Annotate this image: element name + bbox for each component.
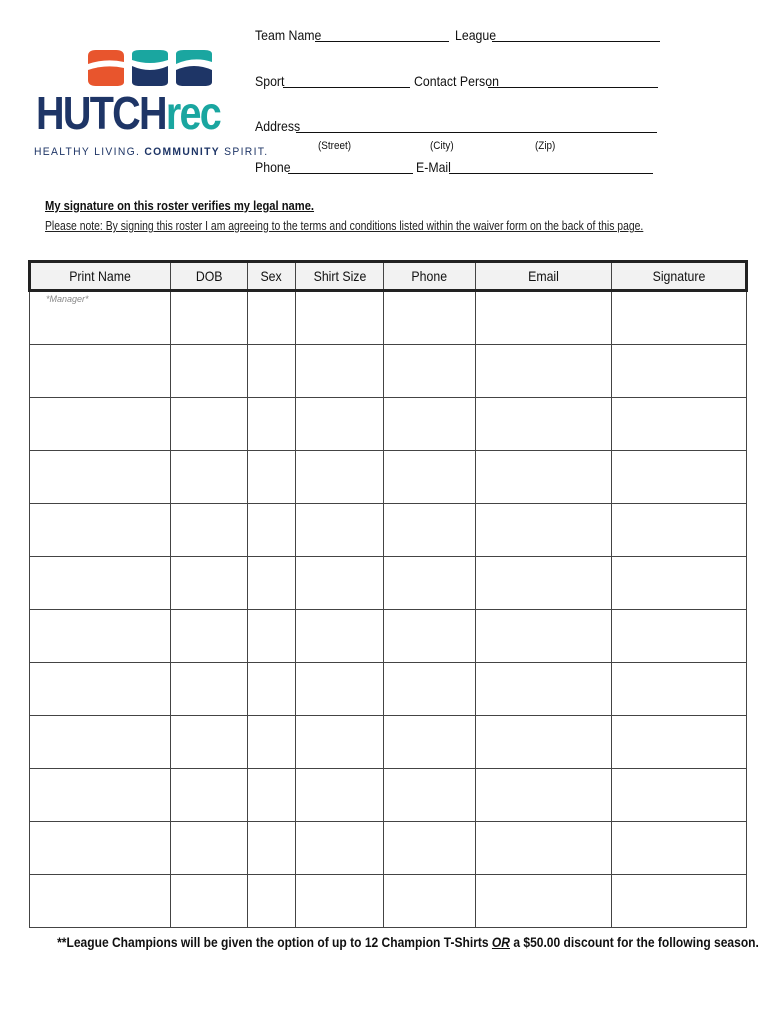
phone-field[interactable] xyxy=(288,173,413,174)
roster-cell[interactable] xyxy=(248,663,296,716)
roster-cell[interactable] xyxy=(171,345,248,398)
roster-cell[interactable] xyxy=(171,716,248,769)
hutchrec-logo xyxy=(34,48,269,166)
logo-wave-mark xyxy=(86,48,214,88)
roster-cell[interactable] xyxy=(30,398,171,451)
roster-cell[interactable] xyxy=(612,663,747,716)
col-email: Email xyxy=(476,262,612,291)
col-shirt-size: Shirt Size xyxy=(296,262,384,291)
sport-label: Sport xyxy=(255,73,285,89)
roster-cell[interactable] xyxy=(296,610,384,663)
roster-cell[interactable] xyxy=(476,875,612,928)
roster-cell[interactable] xyxy=(296,291,384,345)
table-row xyxy=(30,663,747,716)
roster-cell[interactable] xyxy=(384,875,476,928)
address-field[interactable] xyxy=(296,132,657,133)
col-print-name: Print Name xyxy=(30,262,171,291)
roster-cell[interactable] xyxy=(30,451,171,504)
contact-person-field[interactable] xyxy=(488,87,658,88)
roster-cell[interactable] xyxy=(248,716,296,769)
roster-header-row xyxy=(30,262,747,291)
roster-cell[interactable] xyxy=(384,822,476,875)
roster-cell[interactable] xyxy=(296,663,384,716)
roster-cell[interactable] xyxy=(248,769,296,822)
roster-cell[interactable] xyxy=(30,822,171,875)
roster-cell[interactable] xyxy=(248,504,296,557)
roster-cell[interactable] xyxy=(476,663,612,716)
roster-cell[interactable] xyxy=(612,769,747,822)
roster-cell[interactable] xyxy=(384,398,476,451)
col-sex: Sex xyxy=(248,262,296,291)
roster-cell[interactable] xyxy=(476,398,612,451)
roster-cell[interactable] xyxy=(384,291,476,345)
col-signature: Signature xyxy=(612,262,747,291)
roster-cell[interactable] xyxy=(30,769,171,822)
roster-cell[interactable] xyxy=(171,504,248,557)
zip-hint: (Zip) xyxy=(535,140,556,152)
roster-cell[interactable] xyxy=(296,875,384,928)
table-row xyxy=(30,557,747,610)
contact-person-label: Contact Person xyxy=(414,73,499,89)
table-row xyxy=(30,610,747,663)
roster-cell[interactable] xyxy=(248,557,296,610)
roster-cell[interactable] xyxy=(384,557,476,610)
roster-cell[interactable] xyxy=(171,610,248,663)
street-hint: (Street) xyxy=(318,140,352,152)
table-row xyxy=(30,504,747,557)
roster-cell[interactable] xyxy=(248,451,296,504)
roster-cell[interactable] xyxy=(476,769,612,822)
league-field[interactable] xyxy=(492,41,660,42)
col-phone: Phone xyxy=(384,262,476,291)
col-dob: DOB xyxy=(171,262,248,291)
roster-cell[interactable] xyxy=(30,557,171,610)
roster-cell[interactable] xyxy=(248,291,296,345)
roster-cell[interactable] xyxy=(384,716,476,769)
table-row xyxy=(30,822,747,875)
roster-cell[interactable] xyxy=(612,875,747,928)
roster-cell[interactable] xyxy=(612,504,747,557)
roster-cell[interactable] xyxy=(171,451,248,504)
roster-cell[interactable] xyxy=(612,398,747,451)
table-row xyxy=(30,769,747,822)
logo-wordmark: HUTCHrec xyxy=(36,87,221,139)
league-label: League xyxy=(455,27,497,43)
table-row xyxy=(30,451,747,504)
address-label: Address xyxy=(255,118,301,134)
roster-cell[interactable] xyxy=(171,557,248,610)
roster-cell[interactable] xyxy=(296,822,384,875)
roster-cell[interactable] xyxy=(296,769,384,822)
table-row xyxy=(30,345,747,398)
roster-cell[interactable] xyxy=(296,345,384,398)
roster-cell[interactable] xyxy=(248,345,296,398)
team-name-label: Team Name xyxy=(255,27,322,43)
roster-cell[interactable] xyxy=(248,398,296,451)
table-row xyxy=(30,398,747,451)
roster-cell[interactable] xyxy=(476,822,612,875)
roster-cell[interactable] xyxy=(384,345,476,398)
roster-table xyxy=(28,260,748,928)
roster-cell[interactable] xyxy=(30,663,171,716)
roster-cell[interactable] xyxy=(30,504,171,557)
roster-cell[interactable] xyxy=(296,398,384,451)
roster-cell[interactable] xyxy=(612,345,747,398)
roster-cell[interactable] xyxy=(476,716,612,769)
roster-cell[interactable] xyxy=(476,610,612,663)
roster-cell[interactable] xyxy=(384,769,476,822)
table-row xyxy=(30,875,747,928)
roster-cell[interactable] xyxy=(296,557,384,610)
table-row xyxy=(30,716,747,769)
roster-cell[interactable] xyxy=(30,610,171,663)
roster-cell[interactable] xyxy=(171,769,248,822)
logo-tagline: HEALTHY LIVING. COMMUNITY SPIRIT. xyxy=(34,146,269,158)
roster-cell[interactable] xyxy=(384,451,476,504)
email-field[interactable] xyxy=(449,173,653,174)
city-hint: (City) xyxy=(430,140,454,152)
roster-cell[interactable] xyxy=(612,716,747,769)
roster-cell[interactable] xyxy=(248,875,296,928)
roster-cell[interactable] xyxy=(30,291,171,345)
roster-cell[interactable] xyxy=(171,875,248,928)
roster-cell[interactable] xyxy=(248,610,296,663)
roster-cell[interactable] xyxy=(476,291,612,345)
roster-cell[interactable] xyxy=(248,822,296,875)
roster-cell[interactable] xyxy=(476,557,612,610)
roster-cell[interactable] xyxy=(30,345,171,398)
roster-cell[interactable] xyxy=(30,716,171,769)
roster-cell[interactable] xyxy=(476,504,612,557)
roster-cell[interactable] xyxy=(171,291,248,345)
roster-cell[interactable] xyxy=(612,557,747,610)
roster-cell[interactable] xyxy=(476,451,612,504)
roster-cell[interactable] xyxy=(612,451,747,504)
roster-cell[interactable] xyxy=(171,398,248,451)
manager-hint: *Manager* xyxy=(46,294,89,304)
signature-statement: My signature on this roster verifies my legal name. xyxy=(45,198,315,213)
roster-cell[interactable] xyxy=(296,716,384,769)
roster-cell[interactable] xyxy=(384,504,476,557)
roster-cell[interactable] xyxy=(30,875,171,928)
phone-label: Phone xyxy=(255,159,291,175)
roster-cell[interactable] xyxy=(612,610,747,663)
roster-cell[interactable] xyxy=(612,291,747,345)
roster-cell[interactable] xyxy=(384,610,476,663)
table-row xyxy=(30,291,747,345)
roster-cell[interactable] xyxy=(171,663,248,716)
roster-cell[interactable] xyxy=(296,451,384,504)
sport-field[interactable] xyxy=(283,87,410,88)
roster-cell[interactable] xyxy=(612,822,747,875)
or-emphasis: OR xyxy=(491,934,510,950)
champions-note: **League Champions will be given the option of up to 12 Champion T-Shirts OR a $50.00 discount for the following season. xyxy=(57,934,759,950)
roster-cell[interactable] xyxy=(296,504,384,557)
roster-cell[interactable] xyxy=(384,663,476,716)
roster-cell[interactable] xyxy=(171,822,248,875)
team-name-field[interactable] xyxy=(315,41,449,42)
email-label: E-Mail xyxy=(416,159,451,175)
roster-cell[interactable] xyxy=(476,345,612,398)
please-note: Please note: By signing this roster I am agreeing to the terms and conditions listed within the waiver form on the back of this page. xyxy=(45,218,644,233)
